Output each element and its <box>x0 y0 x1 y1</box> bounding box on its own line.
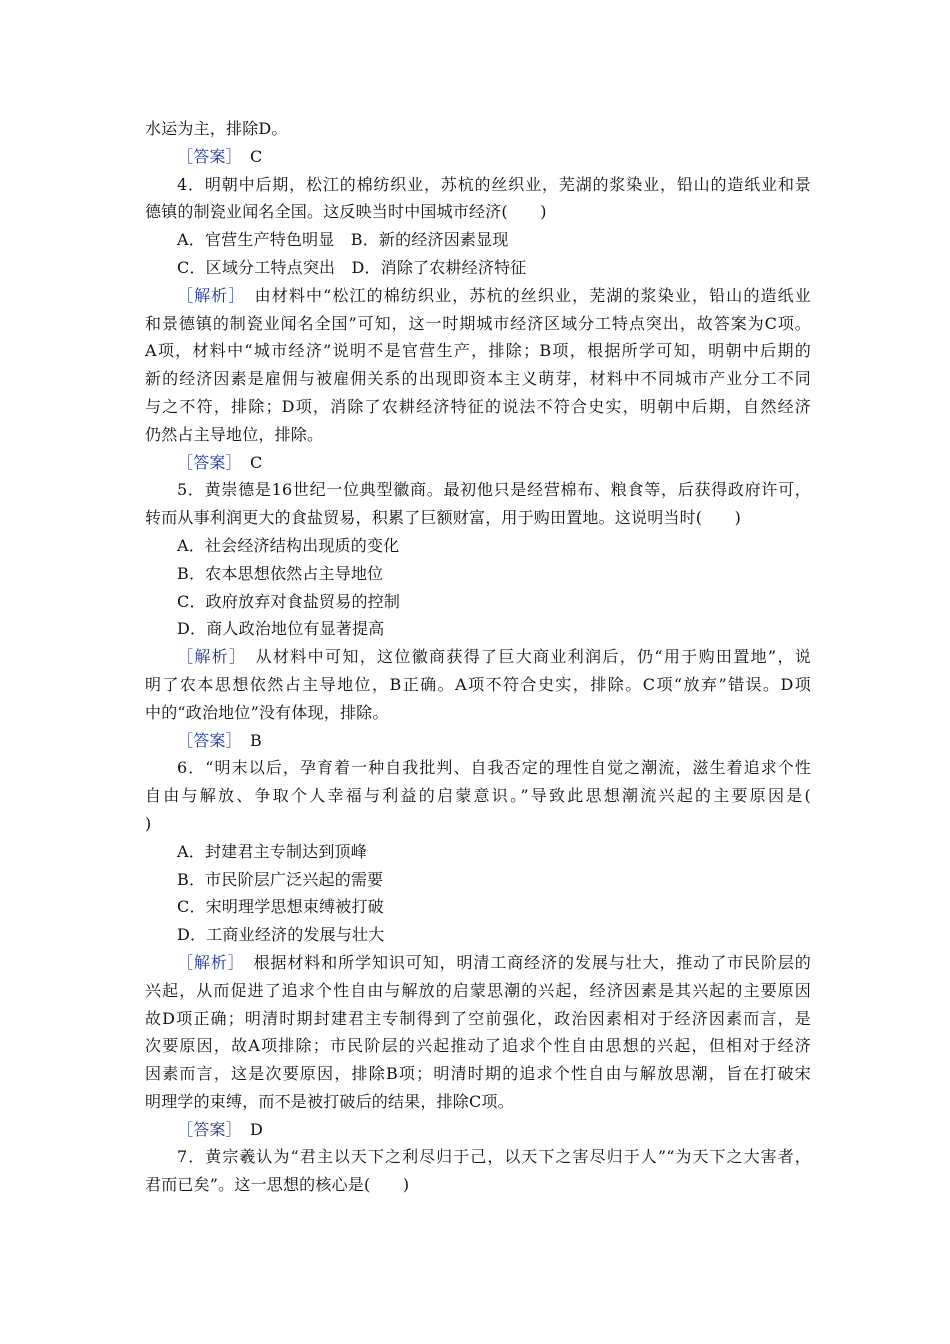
analysis-line: 中的“政治地位”没有体现，排除。 <box>145 702 389 722</box>
question-6-option: B．市民阶层广泛兴起的需要 <box>177 869 384 889</box>
analysis-text: 由材料中“松江的棉纺织业，苏杭的丝织业，芜湖的浆染业，铅山的造纸业 <box>237 285 811 305</box>
question-6-option: D．工商业经济的发展与壮大 <box>177 925 385 945</box>
analysis-tag: ［解析］ <box>177 952 237 972</box>
analysis-line: 次要原因，故A项排除；市民阶层的兴起推动了追求个性自由思想的兴起，但相对于经济 <box>145 1036 811 1056</box>
analysis-text: 根据材料和所学知识可知，明清工商经济的发展与壮大，推动了市民阶层的 <box>236 952 811 972</box>
answer-tag: ［答案］ <box>177 1119 234 1139</box>
analysis-line <box>145 949 811 977</box>
answer-tag: ［答案］ <box>177 730 234 750</box>
analysis-line: 故D项正确；明清时期封建君主专制得到了空前强化，政治因素相对于经济因素而言，是 <box>145 1008 811 1028</box>
document-page <box>145 115 811 1199</box>
analysis-line: 明了农本思想依然占主导地位，B正确。A项不符合史实，排除。C项“放弃”错误。D项 <box>145 674 811 694</box>
question-6-stem: 自由与解放、争取个人幸福与利益的启蒙意识。”导致此思想潮流兴起的主要原因是( <box>145 786 811 806</box>
answer-value: D <box>250 1119 264 1139</box>
analysis-line: 与之不符，排除；D项，消除了农耕经济特征的说法不符合史实，明朝中后期，自然经济 <box>145 396 811 416</box>
analysis-line: 因素而言，这是次要原因，排除B项；明清时期的追求个性自由与解放思潮，旨在打破宋 <box>145 1064 811 1084</box>
analysis-line: 和景德镇的制瓷业闻名全国”可知，这一时期城市经济区域分工特点突出，故答案为C项。 <box>145 313 811 333</box>
question-4-stem: 4．明朝中后期，松江的棉纺织业，苏杭的丝织业，芜湖的浆染业，铅山的造纸业和景 <box>177 174 811 194</box>
analysis-line: A项，材料中“城市经济”说明不是官营生产，排除；B项，根据所学可知，明朝中后期的 <box>145 341 811 361</box>
analysis-line: 明理学的束缚，而不是被打破后的结果，排除C项。 <box>145 1091 514 1111</box>
analysis-text: 从材料中可知，这位徽商获得了巨大商业利润后，仍“用于购田置地”，说 <box>238 647 811 667</box>
question-7-stem: 君而已矣”。这一思想的核心是( ) <box>145 1175 410 1195</box>
question-6-stem: ) <box>145 813 152 833</box>
question-5-stem: 5．黄崇德是16世纪一位典型徽商。最初他只是经营棉布、粮食等，后获得政府许可， <box>177 480 811 500</box>
question-7-stem: 7．黄宗羲认为“君主以天下之利尽归于己，以天下之害尽归于人”“为天下之大害者， <box>177 1147 811 1167</box>
question-5-option: C．政府放弃对食盐贸易的控制 <box>177 591 401 611</box>
answer-tag: ［答案］ <box>177 146 234 166</box>
answer-value: C <box>250 146 263 166</box>
analysis-tag: ［解析］ <box>177 285 238 305</box>
question-4-options: C．区域分工特点突出 D．消除了农耕经济特征 <box>177 257 527 277</box>
question-6-option: C．宋明理学思想束缚被打破 <box>177 897 384 917</box>
question-4-options: A．官营生产特色明显 B．新的经济因素显现 <box>177 230 509 250</box>
analysis-line <box>145 282 811 310</box>
analysis-line <box>145 643 811 671</box>
answer-line <box>145 1116 811 1144</box>
answer-line <box>145 727 811 755</box>
answer-tag: ［答案］ <box>177 452 234 472</box>
analysis-line: 仍然占主导地位，排除。 <box>145 424 324 444</box>
question-5-option: B．农本思想依然占主导地位 <box>177 563 384 583</box>
answer-line <box>145 143 811 171</box>
question-5-option: A．社会经济结构出现质的变化 <box>177 535 400 555</box>
answer-value: C <box>250 452 263 472</box>
question-4-stem: 德镇的制瓷业闻名全国。这反映当时中国城市经济( ) <box>145 202 547 222</box>
analysis-tag: ［解析］ <box>177 647 239 667</box>
question-5-stem: 转而从事利润更大的食盐贸易，积累了巨额财富，用于购田置地。这说明当时( ) <box>145 508 742 528</box>
analysis-line: 兴起，从而促进了追求个性自由与解放的启蒙思潮的兴起，经济因素是其兴起的主要原因 <box>145 980 811 1000</box>
question-6-option: A．封建君主专制达到顶峰 <box>177 841 367 861</box>
question-5-option: D．商人政治地位有显著提高 <box>177 619 385 639</box>
answer-line <box>145 449 811 477</box>
answer-value: B <box>250 730 262 750</box>
question-6-stem: 6．“明末以后，孕育着一种自我批判、自我否定的理性自觉之潮流，滋生着追求个性 <box>177 758 811 778</box>
text-line: 水运为主，排除D。 <box>145 119 288 138</box>
analysis-line: 新的经济因素是雇佣与被雇佣关系的出现即资本主义萌芽，材料中不同城市产业分工不同 <box>145 369 811 389</box>
